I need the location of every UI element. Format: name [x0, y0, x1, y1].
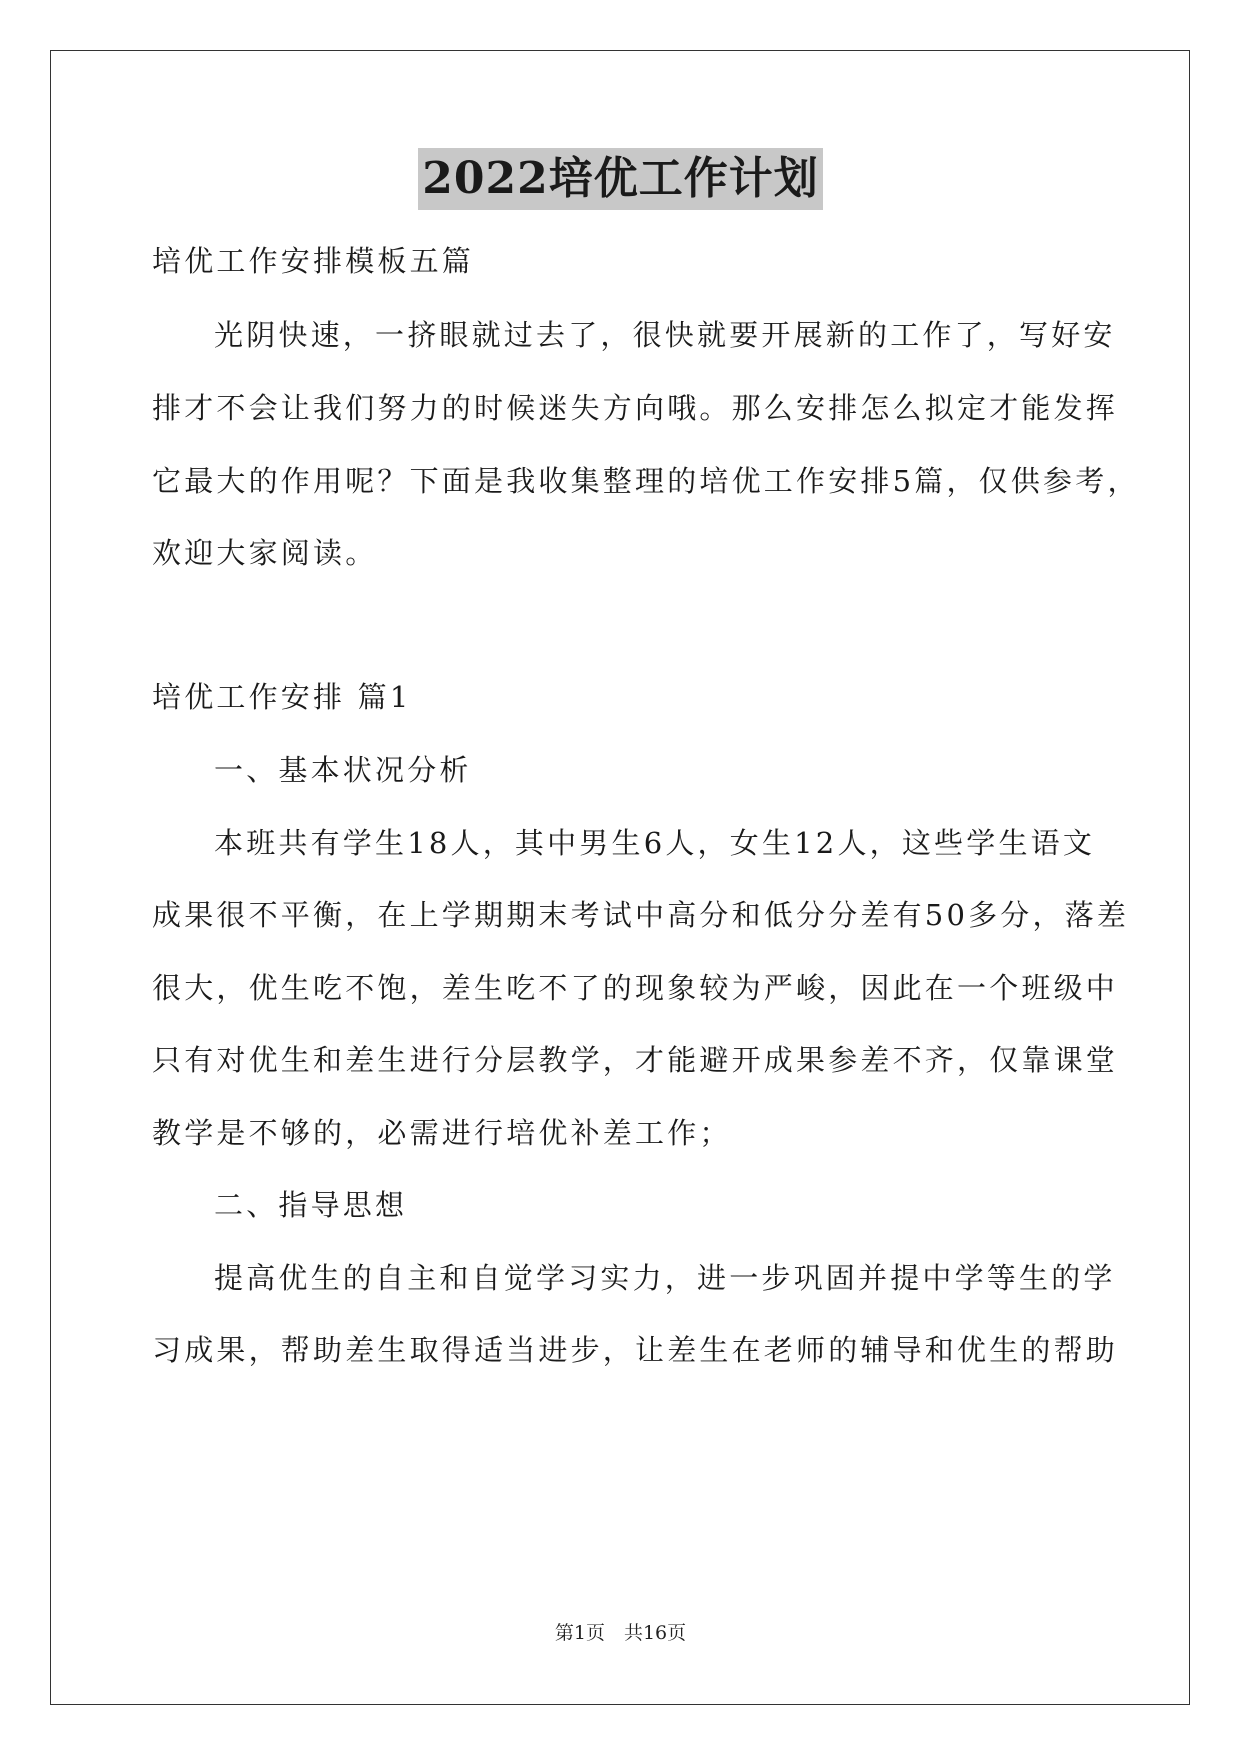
body-line: 习成果，帮助差生取得适当进步，让差生在老师的辅导和优生的帮助: [152, 1333, 1119, 1367]
document-title: 2022培优工作计划: [418, 148, 822, 210]
body-line: 只有对优生和差生进行分层教学，才能避开成果参差不齐，仅靠课堂: [152, 1043, 1119, 1077]
page-border: [50, 50, 1190, 1705]
document-subtitle: 培优工作安排模板五篇: [152, 244, 475, 278]
intro-line: 欢迎大家阅读。: [152, 536, 378, 570]
body-line: 提高优生的自主和自觉学习实力，进一步巩固并提中学等生的学: [214, 1261, 1116, 1295]
body-line: 很大，优生吃不饱，差生吃不了的现象较为严峻，因此在一个班级中: [152, 971, 1119, 1005]
title-wrap: [0, 148, 1241, 210]
page-footer: 第1页 共16页: [554, 1622, 687, 1644]
part-heading: 二、指导思想: [214, 1188, 408, 1222]
intro-line: 它最大的作用呢？下面是我收集整理的培优工作安排5篇，仅供参考，: [152, 464, 1140, 498]
part-heading: 一、基本状况分析: [214, 753, 472, 787]
section-heading: 培优工作安排 篇1: [152, 680, 412, 714]
body-line: 成果很不平衡，在上学期期末考试中高分和低分分差有50多分，落差: [152, 898, 1130, 932]
body-line: 教学是不够的，必需进行培优补差工作；: [152, 1116, 732, 1150]
body-line: 本班共有学生18人，其中男生6人，女生12人，这些学生语文: [214, 826, 1096, 860]
intro-line: 光阴快速，一挤眼就过去了，很快就要开展新的工作了，写好安: [214, 318, 1116, 352]
intro-line: 排才不会让我们努力的时候迷失方向哦。那么安排怎么拟定才能发挥: [152, 391, 1119, 425]
